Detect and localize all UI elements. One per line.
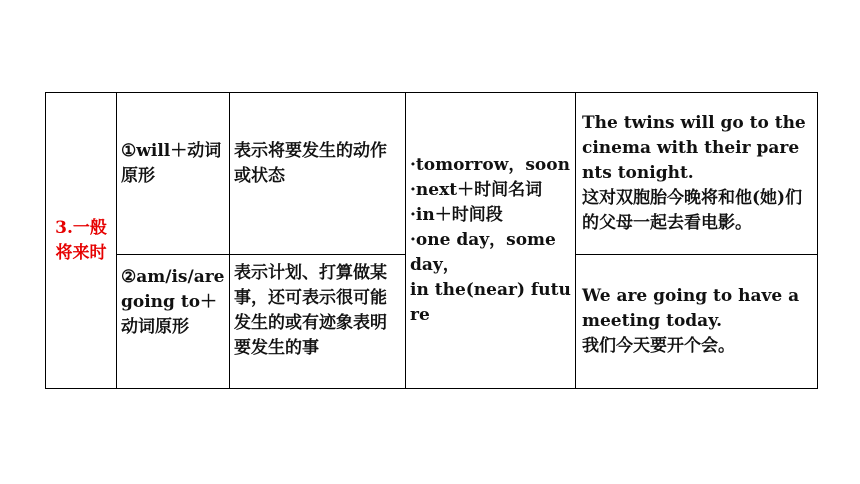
form-will-text: ①will＋动词原形 xyxy=(121,141,222,186)
meaning-cell-will xyxy=(230,93,406,255)
form-cell-will xyxy=(117,93,230,255)
form-cell-going-to xyxy=(117,255,230,389)
example-going-to-chinese: 我们今天要开个会。 xyxy=(582,336,735,356)
meaning-cell-going-to xyxy=(230,255,406,389)
example-cell-going-to xyxy=(576,255,818,389)
example-will-english: The twins will go to the cinema with their parents tonight. xyxy=(582,113,806,183)
signal-words-cell xyxy=(406,93,576,389)
example-going-to-english: We are going to have a meeting today. xyxy=(582,286,800,331)
example-will-chinese: 这对双胞胎今晚将和他(她)们的父母一起去看电影。 xyxy=(582,188,803,233)
meaning-will-text: 表示将要发生的动作或状态 xyxy=(234,141,387,186)
signal-word: ·in＋时间段 xyxy=(410,205,503,225)
meaning-going-to-text: 表示计划、打算做某事，还可表示很可能发生的或有迹象表明要发生的事 xyxy=(234,263,387,358)
form-going-to-text: ②am/is/are going to＋动词原形 xyxy=(121,267,225,337)
signal-word: ·next＋时间名词 xyxy=(410,180,543,200)
signal-word: ·one day，some day， xyxy=(410,230,556,275)
example-cell-will xyxy=(576,93,818,255)
tense-category-label: 3.一般将来时 xyxy=(55,217,107,263)
grammar-table xyxy=(45,92,818,389)
table-row xyxy=(46,93,818,255)
tense-category-cell xyxy=(46,93,117,389)
signal-word: ·tomorrow，soon xyxy=(410,155,570,175)
signal-word: in the(near) future xyxy=(410,280,571,325)
